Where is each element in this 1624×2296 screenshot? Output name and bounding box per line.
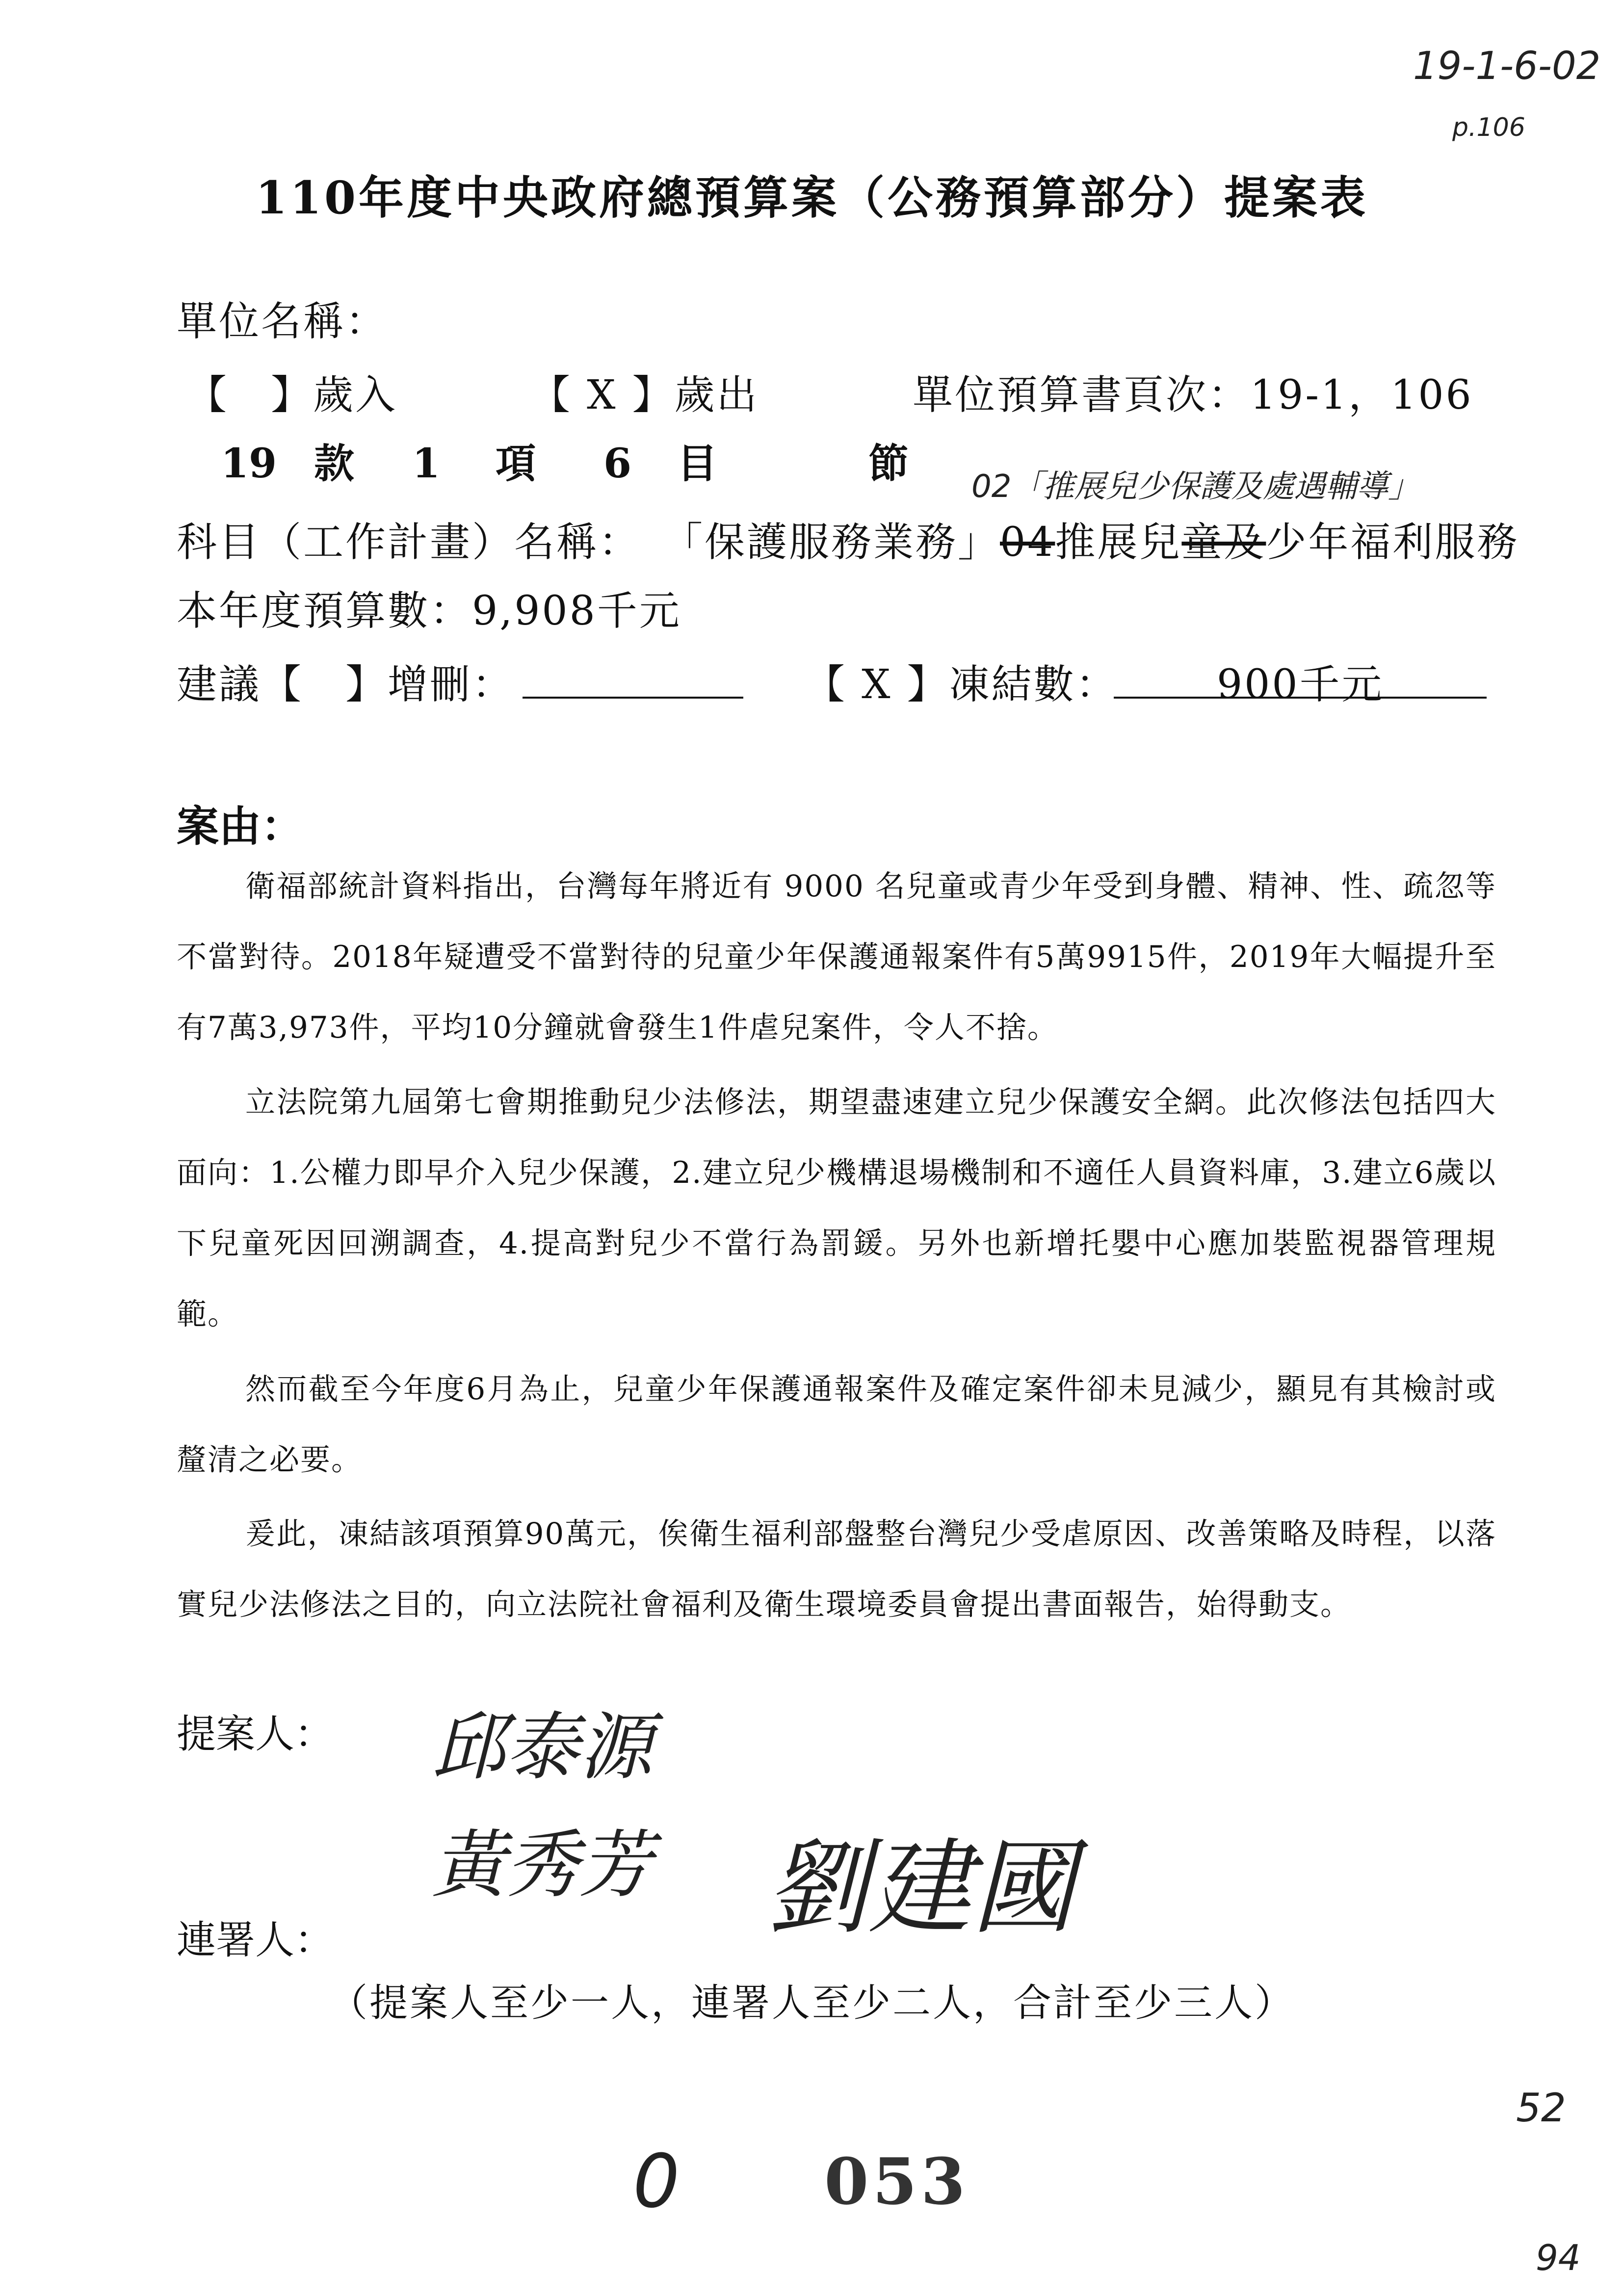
budget-amount: 本年度預算數：9,908千元: [177, 588, 681, 634]
mu-label: 目: [677, 440, 718, 487]
page-number-stamp: 053: [824, 2144, 969, 2219]
handwritten-number: 52: [1516, 2085, 1566, 2131]
fund-line: [221, 432, 909, 489]
freeze-label: 【 X 】凍結數：: [805, 661, 1118, 708]
reason-paragraph: 衛福部統計資料指出，台灣每年將近有 9000 名兒童或青少年受到身體、精神、性、疏忽等不當對待。2018年疑遭受不當對待的兒童少年保護通報案件有5萬9915件，2019年大幅提升至有7萬3,973件，平均10分鐘就會發生1件虐兒案件，令人不捨。: [177, 869, 1496, 1045]
cosigner-signature: 黃秀芳: [432, 1823, 653, 1908]
budget-book-page-reference: 單位預算書頁次：19-1，106: [913, 372, 1473, 418]
handwritten-subject-correction: 02「推展兒少保護及處遇輔導」: [971, 469, 1420, 505]
xiang-number: 1: [412, 440, 441, 487]
handwritten-zero-mark: 0: [633, 2139, 680, 2224]
jie-label: 節: [868, 440, 909, 487]
subject-struck-code: 04: [1000, 519, 1055, 566]
handwritten-page-reference: p.106: [1452, 113, 1525, 142]
handwritten-number: 94: [1536, 2237, 1581, 2278]
cosigner-label: 連署人：: [177, 1917, 334, 1963]
reason-paragraph: 然而截至今年度6月為止，兒童少年保護通報案件及確定案件卻未見減少，顯見有其檢討或釐清之必要。: [177, 1372, 1496, 1477]
subject-quoted-name: 「保護服務業務」: [662, 519, 1000, 566]
reason-heading: 案由：: [177, 802, 303, 851]
cosigner-signature: 劉建國: [765, 1828, 1075, 1948]
reason-paragraph: 爰此，凍結該項預算90萬元，俟衛生福利部盤整台灣兒少受虐原因、改善策略及時程，以落實兒少法修法之目的，向立法院社會福利及衛生環境委員會提出書面報告，始得動支。: [177, 1516, 1496, 1622]
add-delete-blank-line: [523, 697, 743, 699]
subject-struck-word: 童及: [1181, 519, 1266, 566]
expenditure-checkbox: 【 X 】歲出: [530, 372, 759, 418]
mu-number: 6: [603, 440, 632, 487]
subject-label: 科目（工作計畫）名稱：: [177, 519, 641, 566]
handwritten-reference-code: 19-1-6-02: [1413, 44, 1601, 88]
subject-end: 少年福利服務: [1266, 519, 1519, 566]
reason-paragraph: 立法院第九屆第七會期推動兒少法修法，期望盡速建立兒少保護安全網。此次修法包括四大面向：1.公權力即早介入兒少保護，2.建立兒少機構退場機制和不適任人員資料庫，3.建立6歲以下兒童死因回溯調查，4.提高對兒少不當行為罰鍰。另外也新增托嬰中心應加裝監視器管理規範。: [177, 1085, 1496, 1331]
freeze-amount: 900千元: [1217, 661, 1384, 708]
form-title: 110年度中央政府總預算案（公務預算部分）提案表: [255, 171, 1369, 224]
xiang-label: 項: [496, 440, 536, 487]
suggest-add-delete-label: 建議【 】增刪：: [177, 661, 515, 708]
signature-requirement-note: （提案人至少一人，連署人至少二人，合計至少三人）: [329, 1981, 1295, 2025]
kuan-label: 款: [314, 440, 355, 487]
proposer-signature: 邱泰源: [432, 1705, 653, 1790]
kuan-number: 19: [221, 440, 277, 487]
proposer-label: 提案人：: [177, 1711, 334, 1757]
subject-middle: 推展兒: [1055, 519, 1182, 566]
unit-name-label: 單位名稱：: [177, 298, 388, 345]
subject-name: [662, 510, 1519, 568]
revenue-checkbox: 【 】歲入: [186, 372, 398, 418]
